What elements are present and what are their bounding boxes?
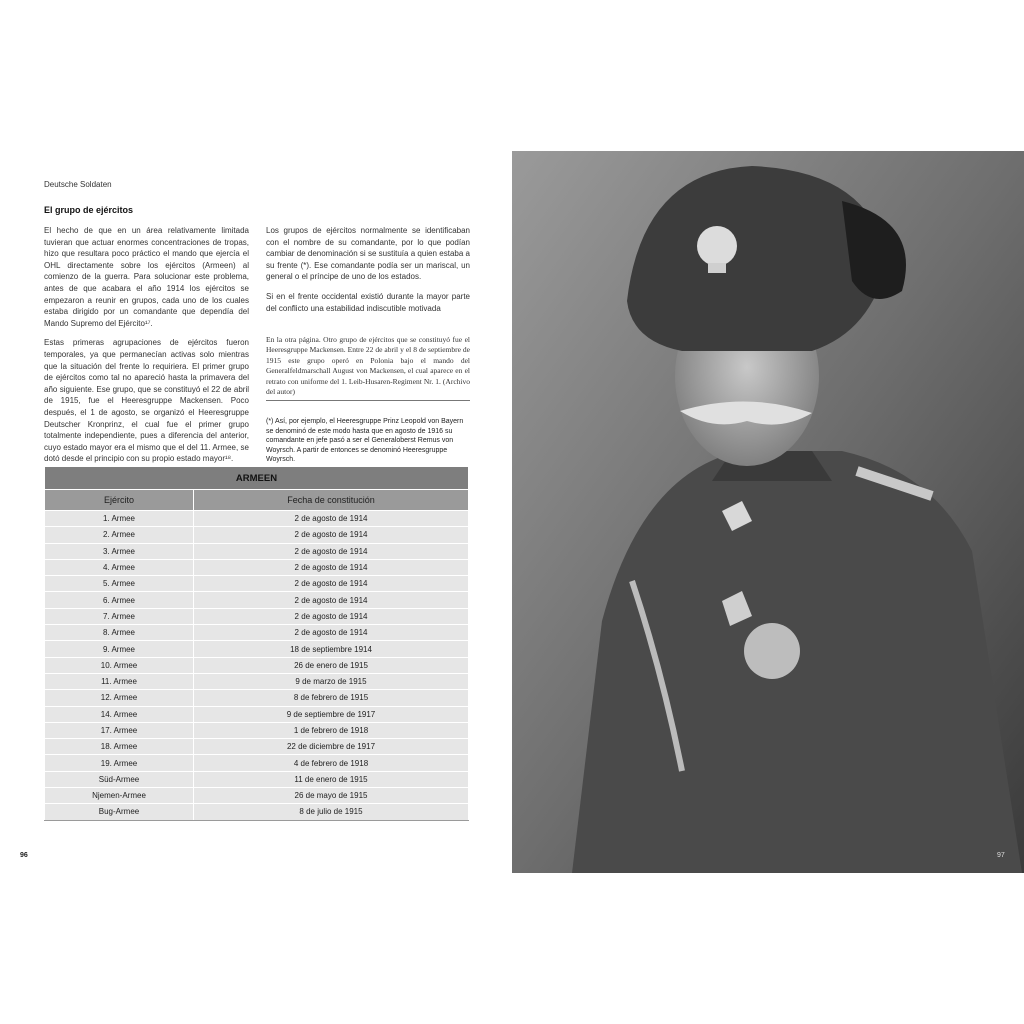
army-name-cell: 8. Armee [45, 625, 194, 641]
table-row [45, 755, 469, 771]
left-text-column [44, 225, 249, 473]
table-title: ARMEEN [45, 467, 469, 490]
table-row [45, 641, 469, 657]
footnote: (*) Así, por ejemplo, el Heeresgruppe Prinz Leopold von Bayern se denominó de este modo hasta que en agosto de 1916 su comandante en jefe pasó a ser el Generaloberst Remus von Woyrsch. A partir de entonces se denominó Heeresgruppe Woyrsch. [266, 418, 464, 464]
army-name-cell: Njemen-Armee [45, 788, 194, 804]
table-row [45, 559, 469, 575]
paragraph: El hecho de que en un área relativamente limitada tuvieran que actuar enormes concentraciones de tropas, hizo que resultara poco práctico el mando que ejercía el OHL directamente sobre los ejércitos (Armeen) al comienzo de la guerra. Para solucionar este problema, antes de que acabara el año 1914 los ejércitos se empezaron a reunir en grupos, cada uno de los cuales estaba dirigido por un comandante que dependía del Mando Supremo del Ejército¹⁷. [44, 226, 249, 328]
army-name-cell: 5. Armee [45, 576, 194, 592]
army-name-cell: 7. Armee [45, 608, 194, 624]
footnote-divider [266, 400, 470, 401]
constitution-date-cell: 2 de agosto de 1914 [194, 592, 469, 608]
constitution-date-cell: 2 de agosto de 1914 [194, 576, 469, 592]
table-row [45, 690, 469, 706]
constitution-date-cell: 26 de enero de 1915 [194, 657, 469, 673]
constitution-date-cell: 9 de marzo de 1915 [194, 673, 469, 689]
table-row [45, 543, 469, 559]
section-title: El grupo de ejércitos [44, 205, 134, 215]
table-row [45, 804, 469, 820]
paragraph: Si en el frente occidental existió durante la mayor parte del conflicto una estabilidad indiscutible motivada [266, 291, 470, 313]
right-text-column [266, 225, 470, 322]
table-row [45, 592, 469, 608]
paragraph: Los grupos de ejércitos normalmente se identificaban con el nombre de su comandante, por lo que podían cambiar de denominación si se sustituía a quien estaba a su frente (*). Ese comandante podía ser un mariscal, un general o el príncipe de uno de los estados. [266, 226, 470, 282]
constitution-date-cell: 2 de agosto de 1914 [194, 608, 469, 624]
army-name-cell: 9. Armee [45, 641, 194, 657]
army-name-cell: 3. Armee [45, 543, 194, 559]
constitution-date-cell: 18 de septiembre 1914 [194, 641, 469, 657]
army-name-cell: 18. Armee [45, 739, 194, 755]
constitution-date-cell: 9 de septiembre de 1917 [194, 706, 469, 722]
table-row [45, 771, 469, 787]
running-head: Deutsche Soldaten [44, 180, 112, 189]
constitution-date-cell: 2 de agosto de 1914 [194, 559, 469, 575]
constitution-date-cell: 26 de mayo de 1915 [194, 788, 469, 804]
constitution-date-cell: 11 de enero de 1915 [194, 771, 469, 787]
constitution-date-cell: 4 de febrero de 1918 [194, 755, 469, 771]
portrait-image [512, 151, 1024, 873]
army-name-cell: 1. Armee [45, 511, 194, 527]
army-name-cell: 4. Armee [45, 559, 194, 575]
constitution-date-cell: 2 de agosto de 1914 [194, 511, 469, 527]
army-name-cell: 2. Armee [45, 527, 194, 543]
constitution-date-cell: 2 de agosto de 1914 [194, 527, 469, 543]
constitution-date-cell: 1 de febrero de 1918 [194, 722, 469, 738]
army-name-cell: Süd-Armee [45, 771, 194, 787]
page-number-left: 96 [20, 852, 28, 859]
constitution-date-cell: 2 de agosto de 1914 [194, 543, 469, 559]
army-name-cell: 17. Armee [45, 722, 194, 738]
army-name-cell: 11. Armee [45, 673, 194, 689]
armeen-table [44, 466, 469, 821]
column-header-ejercito: Ejército [45, 490, 194, 511]
constitution-date-cell: 8 de febrero de 1915 [194, 690, 469, 706]
army-name-cell: Bug-Armee [45, 804, 194, 820]
table-row [45, 657, 469, 673]
army-name-cell: 6. Armee [45, 592, 194, 608]
page-number-right: 97 [997, 852, 1005, 859]
table-row [45, 527, 469, 543]
table-row [45, 673, 469, 689]
table-row [45, 625, 469, 641]
table-body [45, 511, 469, 821]
constitution-date-cell: 22 de diciembre de 1917 [194, 739, 469, 755]
table-row [45, 788, 469, 804]
table-row [45, 706, 469, 722]
table-row [45, 576, 469, 592]
portrait-photo [512, 151, 1024, 873]
army-name-cell: 19. Armee [45, 755, 194, 771]
army-name-cell: 10. Armee [45, 657, 194, 673]
army-name-cell: 14. Armee [45, 706, 194, 722]
table-row [45, 722, 469, 738]
table-row [45, 511, 469, 527]
constitution-date-cell: 2 de agosto de 1914 [194, 625, 469, 641]
column-header-fecha: Fecha de constitución [194, 490, 469, 511]
photo-caption: En la otra página. Otro grupo de ejércitos que se constituyó fue el Heeresgruppe Mackensen. Entre 22 de abril y el 8 de septiembre de 1915 este grupo operó en Polonia bajo el mando del Generalfeldmarschall August von Mackensen, el cual aparece en el retrato con uniforme del 1. Leib-Husaren-Regiment Nr. 1. (Archivo del autor) [266, 335, 470, 397]
constitution-date-cell: 8 de julio de 1915 [194, 804, 469, 820]
paragraph: Estas primeras agrupaciones de ejércitos fueron temporales, ya que permanecían activas solo mientras que la situación del frente lo requiriera. El primer grupo de ejércitos como tal no apareció hasta la primavera del año siguiente. Ese grupo, que se constituyó el 22 de abril de 1915, fue el Heeresgruppe Mackensen. Poco después, el 1 de agosto, se organizó el Heeresgruppe Deutscher Kronprinz, el cual fue el primer grupo totalmente independiente, pues a diferencia del anterior, cuyo estado mayor era el mismo que el del 11. Armee, se dotó desde el principio con su propio estado mayor¹⁸. [44, 338, 249, 464]
table-row [45, 739, 469, 755]
table-row [45, 608, 469, 624]
army-name-cell: 12. Armee [45, 690, 194, 706]
